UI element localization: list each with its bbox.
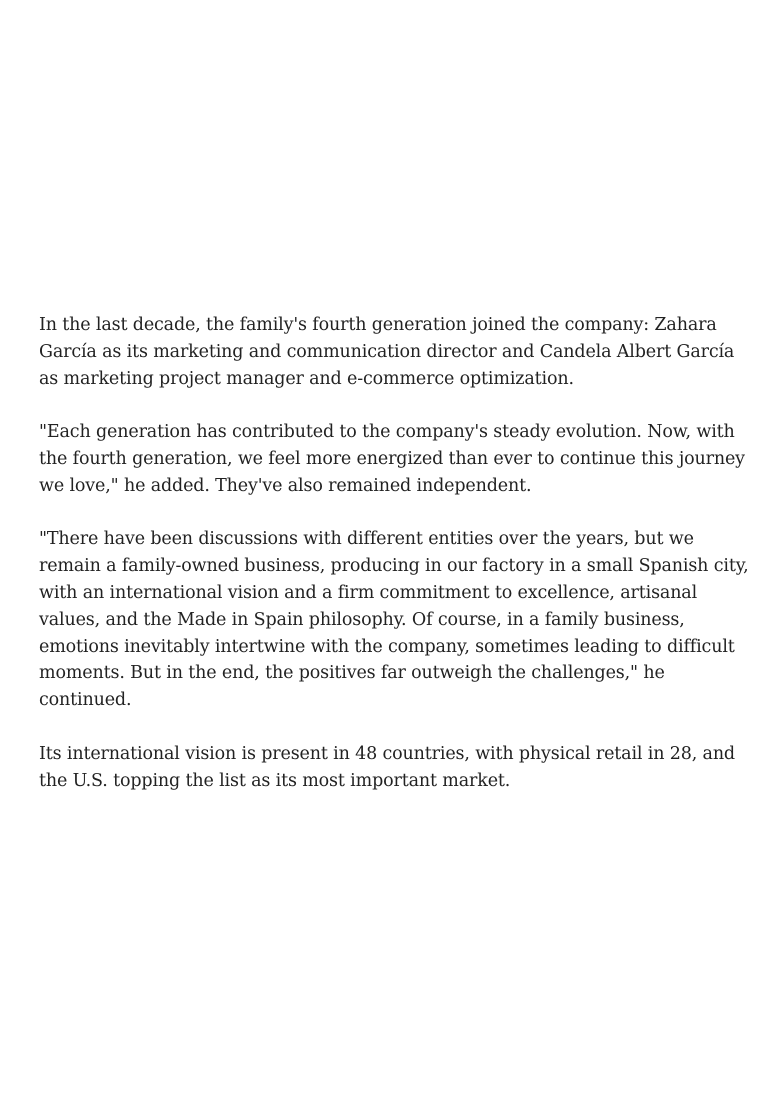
paragraph-generation-quote: "Each generation has contributed to the company's steady evolution. Now, with the fourth generation, we feel more energized than ever to continue this journey we love," he added. They've also remained independent. <box>39 422 745 496</box>
paragraph-international-vision: Its international vision is present in 48 countries, with physical retail in 28, and the U.S. topping the list as its most important market. <box>39 743 735 791</box>
paragraph-independence-quote: "There have been discussions with different entities over the years, but we remain a family-owned business, producing in our factory in a small Spanish city, with an international vision and a firm commitment to excellence, artisanal values, and the Made in Spain philosophy. Of course, in a family business, emotions inevitably intertwine with the company, sometimes leading to difficult moments. But in the end, the positives far outweigh the challenges," he continued. <box>39 529 749 711</box>
paragraph-fourth-generation: In the last decade, the family's fourth generation joined the company: Zahara García as its marketing and communication director and Candela Albert García as marketing project manager and e-commerce optimization. <box>39 315 735 389</box>
article-body <box>39 312 751 821</box>
